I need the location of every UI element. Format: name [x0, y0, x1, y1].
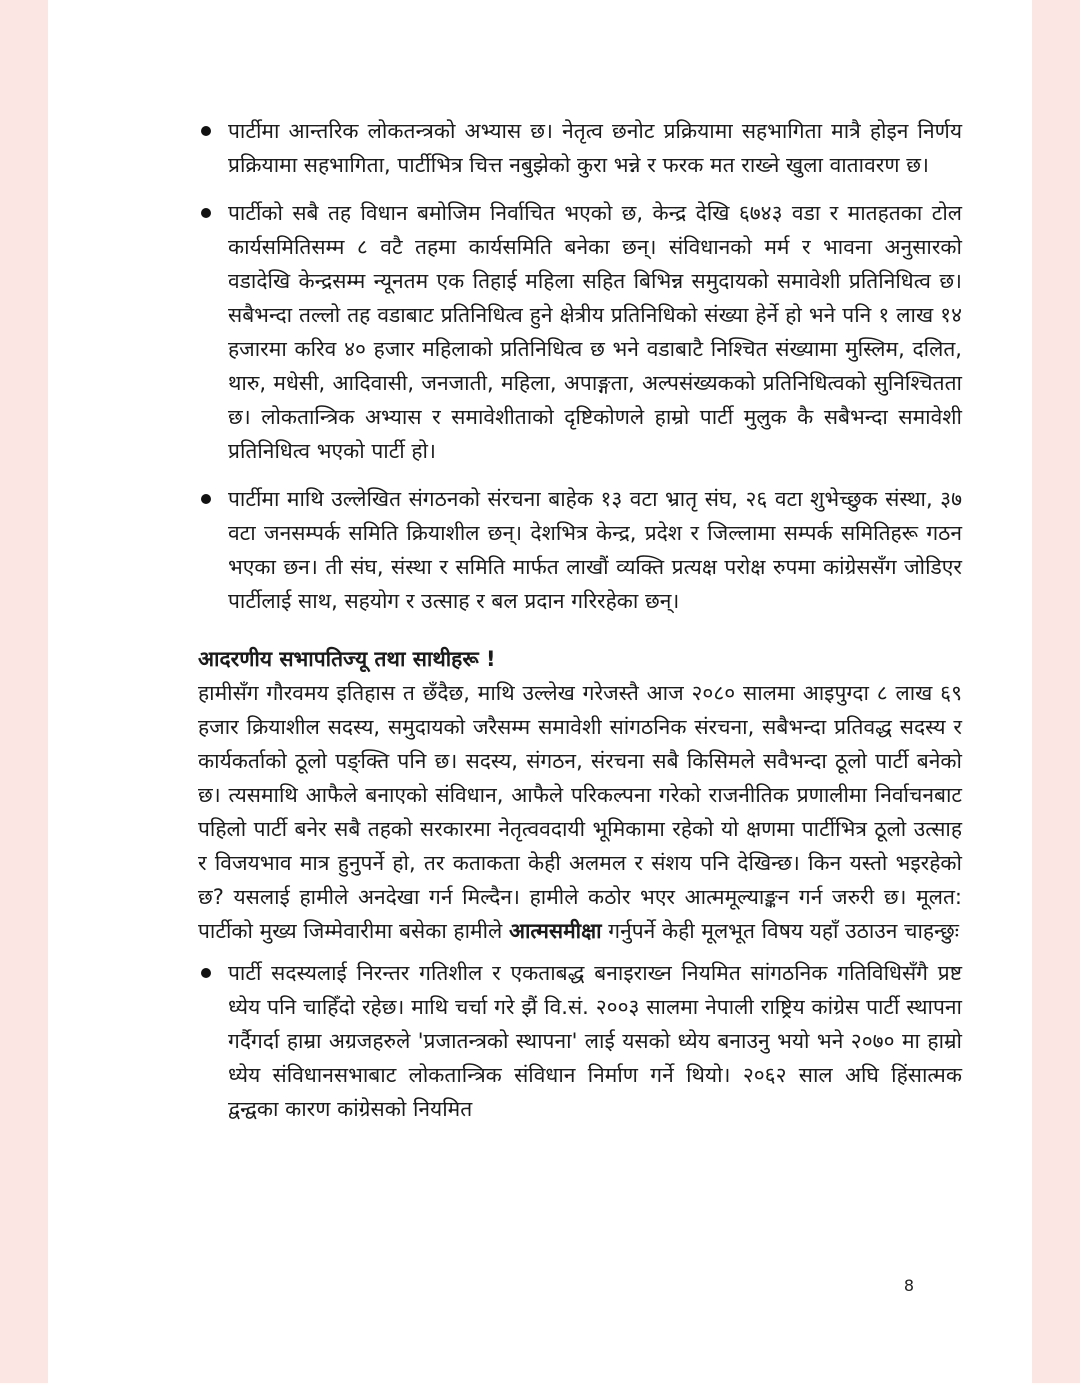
bullet-icon	[201, 968, 211, 978]
list-item	[198, 114, 962, 182]
list-item	[198, 956, 962, 1126]
list-item	[198, 196, 962, 468]
list-item-text: पार्टीमा माथि उल्लेखित संगठनको संरचना बाहेक १३ वटा भ्रातृ संघ, २६ वटा शुभेच्छुक संस्था, ३७ वटा जनसम्पर्क समिति क्रियाशील छन्। देशभित्र केन्द्र, प्रदेश र जिल्लामा सम्पर्क समितिहरू गठन भएका छन। ती संघ, संस्था र समिति मार्फत लाखौं व्यक्ति प्रत्यक्ष परोक्ष रुपमा कांग्रेससँग जोडिएर पार्टीलाई साथ, सहयोग र उत्साह र बल प्रदान गरिरहेका छन्।	[228, 487, 962, 613]
paragraph-text: हामीसँग गौरवमय इतिहास त छँदैछ, माथि उल्लेख गरेजस्तै आज २०८० सालमा आइपुग्दा ८ लाख ६९ हजार क्रियाशील सदस्य, समुदायको जरैसम्म समावेशी सांगठनिक संरचना, सबैभन्दा प्रतिवद्ध सदस्य र कार्यकर्ताको ठूलो पङ्क्ति पनि छ। सदस्य, संगठन, संरचना सबै किसिमले सवैभन्दा ठूलो पार्टी बनेको छ। त्यसमाथि आफैले बनाएको संविधान, आफैले परिकल्पना गरेको राजनीतिक प्रणालीमा निर्वाचनबाट पहिलो पार्टी बनेर सबै तहको सरकारमा नेतृत्ववदायी भूमिकामा रहेको यो क्षणमा पार्टीभित्र ठूलो उत्साह र विजयभाव मात्र हुनुपर्ने हो, तर कताकता केही अलमल र संशय पनि देखिन्छ। किन यस्तो भइरहेको छ? यसलाई हामीले अनदेखा गर्न मिल्दैन। हामीले कठोर भएर आत्ममूल्याङ्कन गर्न जरुरी छ। मूलत: पार्टीको मुख्य जिम्मेवारीमा बसेका हामीले	[198, 681, 962, 943]
bullet-icon	[201, 126, 211, 136]
page-content	[198, 114, 962, 1140]
list-item-text: पार्टीमा आन्तरिक लोकतन्त्रको अभ्यास छ। नेतृत्व छनोट प्रक्रियामा सहभागिता मात्रै होइन निर्णय प्रक्रियामा सहभागिता, पार्टीभित्र चित्त नबुझेको कुरा भन्ने र फरक मत राख्ने खुला वातावरण छ।	[228, 119, 962, 177]
bullet-list-top	[198, 114, 962, 618]
bullet-list-bottom	[198, 956, 962, 1126]
body-paragraph	[198, 676, 962, 948]
section-heading: आदरणीय सभापतिज्यू तथा साथीहरू !	[198, 647, 496, 671]
page-number: 8	[903, 1276, 914, 1295]
paragraph-text-end: गर्नुपर्ने केही मूलभूत विषय यहाँ उठाउन चाहन्छुः	[601, 919, 960, 943]
document-page	[48, 0, 1032, 1383]
list-item-text: पार्टीको सबै तह विधान बमोजिम निर्वाचित भएको छ, केन्द्र देखि ६७४३ वडा र मातहतका टोल कार्यसमितिसम्म ८ वटै तहमा कार्यसमिति बनेका छन्। संविधानको मर्म र भावना अनुसारको वडादेखि केन्द्रसम्म न्यूनतम एक तिहाई महिला सहित बिभिन्न समुदायको समावेशी प्रतिनिधित्व छ। सबैभन्दा तल्लो तह वडाबाट प्रतिनिधित्व हुने क्षेत्रीय प्रतिनिधिको संख्या हेर्ने हो भने पनि १ लाख १४ हजारमा करिव ४० हजार महिलाको प्रतिनिधित्व छ भने वडाबाटै निश्चित संख्यामा मुस्लिम, दलित, थारु, मधेसी, आदिवासी, जनजाती, महिला, अपाङ्गता, अल्पसंख्यकको प्रतिनिधित्वको सुनिश्चितता छ। लोकतान्त्रिक अभ्यास र समावेशीताको दृष्टिकोणले हाम्रो पार्टी मुलुक कै सबैभन्दा समावेशी प्रतिनिधित्व भएको पार्टी हो।	[228, 201, 962, 463]
emphasis-text: आत्मसमीक्षा	[508, 919, 602, 943]
bullet-icon	[201, 494, 211, 504]
list-item-text: पार्टी सदस्यलाई निरन्तर गतिशील र एकताबद्ध बनाइराख्न नियमित सांगठनिक गतिविधिसँगै प्रष्ट ध्येय पनि चाहिँदो रहेछ। माथि चर्चा गरे झैं वि.सं. २००३ सालमा नेपाली राष्ट्रिय कांग्रेस पार्टी स्थापना गर्दैगर्दा हाम्रा अग्रजहरुले 'प्रजातन्त्रको स्थापना' लाई यसको ध्येय बनाउनु भयो भने २०७० मा हाम्रो ध्येय संविधानसभाबाट लोकतान्त्रिक संविधान निर्माण गर्ने थियो। २०६२ साल अघि हिंसात्मक द्वन्द्वका कारण कांग्रेसको नियमित	[228, 961, 962, 1121]
list-item	[198, 482, 962, 618]
bullet-icon	[201, 208, 211, 218]
